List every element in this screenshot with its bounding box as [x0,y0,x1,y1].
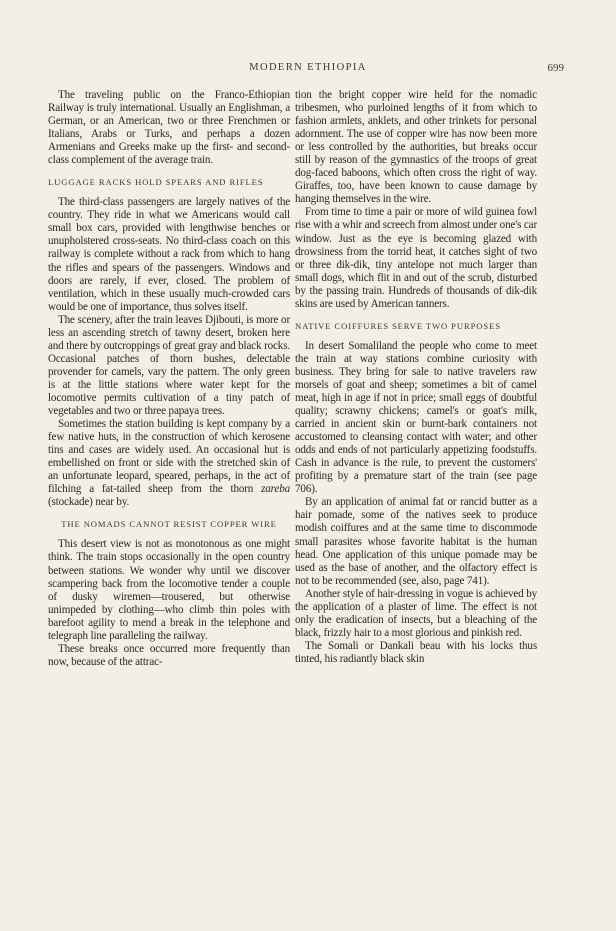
section-heading-luggage-racks: LUGGAGE RACKS HOLD SPEARS AND RIFLES [48,177,264,188]
paragraph-station-huts-text-b: (stockade) near by. [48,496,130,509]
paragraph-guinea-fowl: From time to time a pair or more of wild guinea fowl rise with a whir and screech from almost under one's car window. Just as the eye is becoming glazed with drowsiness from the torrid heat, it catches sight of two or three dik-dik, tiny antelope not much larger than small dogs, which flit in and out of the scrub, disturbed by the passing train. Hundreds of thousands of dik-dik skins are used by American tanners. [295,206,537,310]
paragraph-hair-pomade: By an application of animal fat or rancid butter as a hair pomade, some of the natives seek to produce modish coiffures and at the same time to discommode small parasites whose favorite habitat is the human head. One application of this unique pomade may be used as the base of another, and the olfactory effect is not to be recommended (see, also, page 741). [295,496,537,587]
page-header [0,62,616,76]
paragraph-railway-public: The traveling public on the Franco-Ethiopian Railway is truly international. Usually an Englishman, a German, or an American, two or three Frenchmen or Italians, Arabs or Turks, and perhaps a dozen Armenians and Greeks make up the first- and second-class complement of the average train. [48,89,290,167]
left-column [48,89,290,669]
paragraph-somaliland-trade: In desert Somaliland the people who come to meet the train at way stations combine curiosity with business. They bring for sale to native travelers raw morsels of goat and sheep; sometimes a bit of camel meat, high in age if not in price; small eggs of doubtful quality; scrawny chickens; camel's or goat's milk, carried in ancient skin or burnt-bark containers not accustomed to cleansing contact with water; and other odds and ends of not particularly appetizing foodstuffs. Cash in advance is the rule, to prevent the customers' profiting by a premature start of the train (see page 706). [295,339,537,496]
paragraph-copper-attraction: tion the bright copper wire held for the nomadic tribesmen, who purloined lengths of it from which to fashion armlets, anklets, and other trinkets for personal adornment. The use of copper wire has now been more or less controlled by the authorities, but breaks occur still by reason of the gymnastics of the troops of great dog-faced baboons, which often cross the right of way. Giraffes, too, have been known to cause damage by hanging themselves in the wire. [295,89,537,206]
right-column [295,89,537,666]
paragraph-third-class: The third-class passengers are largely natives of the country. They ride in what we Americans would call small box cars, provided with lengthwise benches or unupholstered cross-seats. No third-class coach on this railway is complete without a rack from which to hang the rifles and spears of the passengers. Windows and doors are rarely, if ever, closed. The problem of ventilation, which in these usually much-crowded cars would be one of importance, thus solves itself. [48,196,290,313]
paragraph-lime-plaster: Another style of hair-dressing in vogue is achieved by the application of a plaster of lime. The effect is not only the eradication of insects, but a bleaching of the black, frizzly hair to a most glorious and pinkish red. [295,587,537,639]
zareba-term: zareba [261,483,290,496]
paragraph-desert-view: This desert view is not as monotonous as one might think. The train stops occasionally in the open country between stations. We wonder why until we discover scampering back from the locomotive tender a couple of dusky wiremen—trousered, but otherwise unimpeded by clothing—who climb thin poles with barefoot agility to mend a break in the telephone and telegraph line paralleling the railway. [48,538,290,642]
running-head: MODERN ETHIOPIA [249,62,367,73]
section-heading-native-coiffures: NATIVE COIFFURES SERVE TWO PURPOSES [295,320,501,331]
paragraph-breaks: These breaks once occurred more frequently than now, because of the attrac- [48,642,290,668]
paragraph-station-huts-text-a: Sometimes the station building is kept company by a few native huts, in the construction of which kerosene tins and cases are widely used. An occasional hut is embellished on front or side with the stretched skin of an unfortunate leopard, speared, perhaps, in the act of filching a fat-tailed sheep from the thorn [48,418,290,496]
section-heading-copper-wire: THE NOMADS CANNOT RESIST COPPER WIRE [61,519,277,530]
page-number: 699 [547,62,564,74]
paragraph-somali-beau: The Somali or Dankali beau with his locks thus tinted, his radiantly black skin [295,639,537,665]
paragraph-station-huts [48,418,290,509]
paragraph-scenery: The scenery, after the train leaves Djibouti, is more or less an ascending stretch of tawny desert, broken here and there by outcroppings of great gray and black rocks. Occasional patches of thorn bushes, delectable provender for camels, vary the pattern. The only green is at the little stations where water kept for the locomotive permits cultivation of a tiny patch of vegetables and two or three papaya trees. [48,313,290,418]
